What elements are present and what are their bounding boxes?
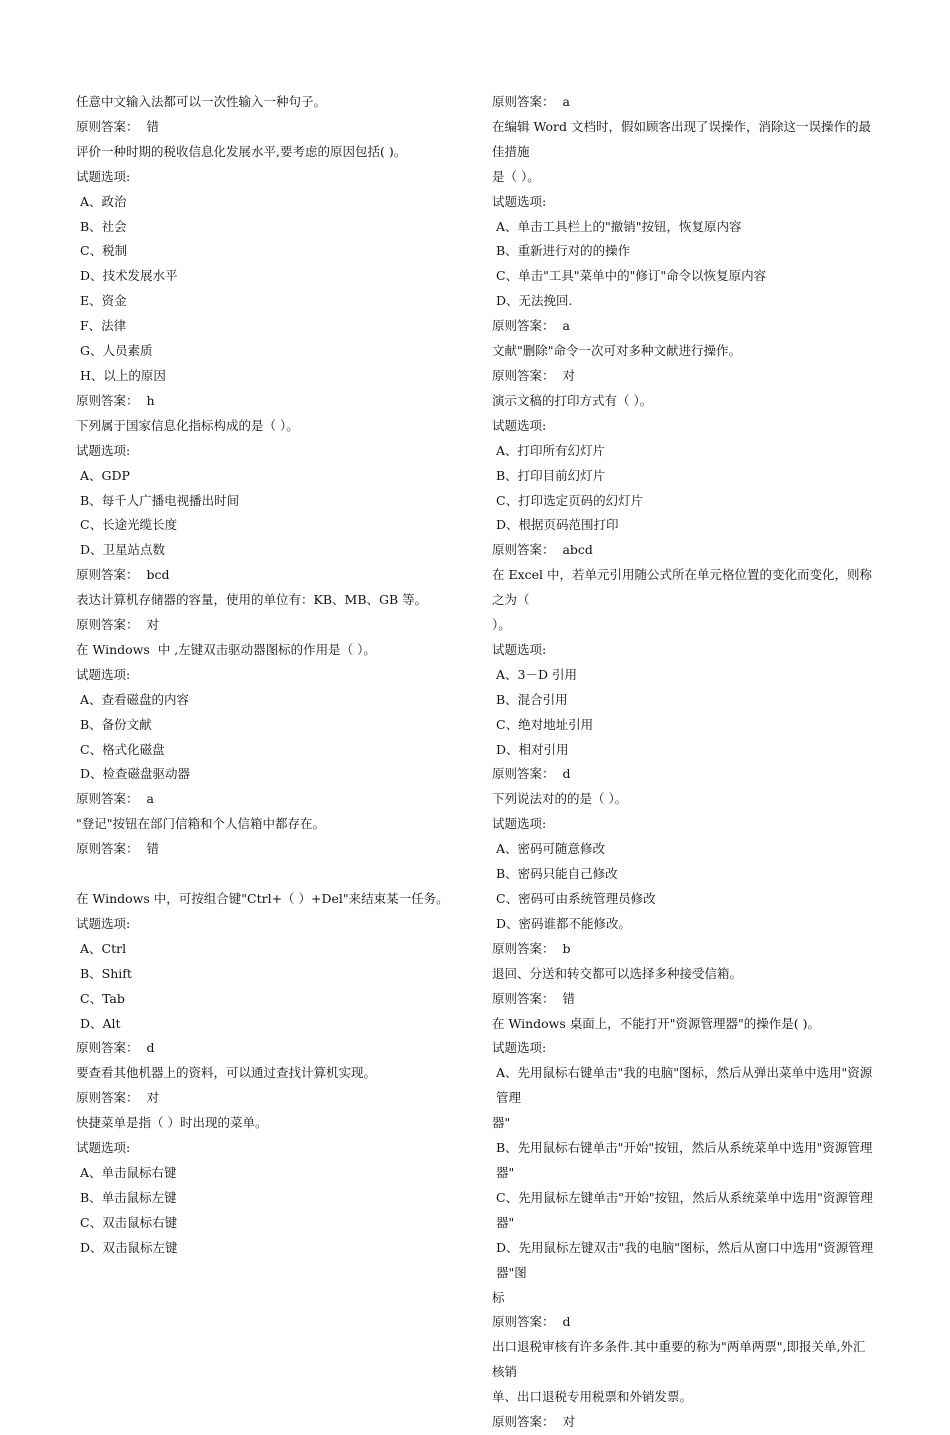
- option-item: A、单击鼠标右键: [80, 1164, 177, 1180]
- answer-line: 原则答案： 对: [492, 367, 575, 383]
- answer-line: 原则答案： 对: [492, 1414, 575, 1430]
- options-label: 试题选项:: [492, 193, 547, 209]
- option-item: B、重新进行对的的操作: [496, 243, 631, 259]
- option-item: D、检查磁盘驱动器: [80, 766, 191, 782]
- option-item: C、格式化磁盘: [80, 741, 165, 757]
- question-text: 在 Windows 桌面上，不能打开"资源管理器"的操作是( )。: [492, 1015, 820, 1031]
- option-item: E、资金: [80, 293, 127, 309]
- answer-line: 原则答案： d: [492, 766, 571, 782]
- answer-line: 原则答案： b: [492, 940, 571, 956]
- option-item: C、打印选定页码的幻灯片: [496, 492, 644, 508]
- option-item: B、密码只能自己修改: [496, 866, 618, 882]
- question-text: 文献"删除"命令一次可对多种文献进行操作。: [492, 343, 741, 359]
- option-item: C、双击鼠标右键: [80, 1214, 178, 1230]
- option-item: C、先用鼠标左键单击"开始"按钮，然后从系统菜单中选用"资源管理器": [496, 1189, 873, 1230]
- answer-line: 原则答案： 错: [76, 841, 159, 857]
- left-column: [76, 90, 471, 1261]
- question-text: 任意中文输入法都可以一次性输入一种句子。: [76, 94, 327, 109]
- question-text: 评价一种时期的税收信息化发展水平,要考虑的原因包括( )。: [76, 143, 407, 159]
- option-item: G、人员素质: [80, 343, 153, 359]
- options-label: 试题选项:: [76, 915, 131, 931]
- question-text: 演示文稿的打印方式有（ ）。: [492, 392, 653, 408]
- option-item: B、Shift: [80, 965, 132, 981]
- option-item: A、GDP: [80, 467, 130, 483]
- option-item: C、税制: [80, 243, 128, 259]
- option-item: C、单击"工具"菜单中的"修订"命令以恢复原内容: [496, 268, 767, 284]
- answer-line: 原则答案： a: [492, 94, 570, 109]
- option-item: A、3－D 引用: [496, 666, 577, 682]
- answer-line: 原则答案： abcd: [492, 542, 593, 558]
- option-item: A、打印所有幻灯片: [496, 442, 606, 458]
- question-text: 下列属于国家信息化指标构成的是（ ）。: [76, 417, 299, 433]
- option-item: D、先用鼠标左键双击"我的电脑"图标，然后从窗口中选用"资源管理器"图: [496, 1239, 874, 1280]
- answer-line: 原则答案： 对: [76, 1090, 159, 1106]
- options-label: 试题选项:: [492, 816, 547, 832]
- option-item: B、打印目前幻灯片: [496, 467, 606, 483]
- blank-line: [76, 862, 471, 887]
- question-text: 单、出口退税专用税票和外销发票。: [492, 1389, 693, 1405]
- options-label: 试题选项:: [492, 641, 547, 657]
- question-text: 在编辑 Word 文档时，假如顾客出现了误操作，消除这一误操作的最佳措施: [492, 118, 871, 159]
- option-item: A、密码可随意修改: [496, 841, 606, 857]
- option-item: D、双击鼠标左键: [80, 1239, 178, 1255]
- options-label: 试题选项:: [76, 168, 131, 184]
- question-text: 退回、分送和转交都可以选择多种接受信箱。: [492, 965, 743, 981]
- option-item: D、卫星站点数: [80, 542, 166, 558]
- question-text: 下列说法对的的是（ ）。: [492, 791, 628, 807]
- option-item: D、密码谁都不能修改。: [496, 915, 632, 931]
- option-item: D、无法挽回.: [496, 293, 573, 309]
- question-text: ）。: [492, 617, 511, 633]
- question-text: 器": [492, 1115, 511, 1131]
- question-text: 出口退税审核有许多条件.其中重要的称为"两单两票",即报关单,外汇核销: [492, 1339, 866, 1380]
- option-item: B、社会: [80, 218, 127, 234]
- options-label: 试题选项:: [76, 442, 131, 458]
- option-item: C、绝对地址引用: [496, 716, 594, 732]
- option-item: B、备份文献: [80, 716, 152, 732]
- answer-line: 原则答案： d: [492, 1314, 571, 1330]
- right-column: [492, 90, 877, 1435]
- answer-line: 原则答案： a: [492, 318, 570, 334]
- option-item: C、密码可由系统管理员修改: [496, 891, 656, 906]
- answer-line: 原则答案： 对: [76, 617, 159, 633]
- option-item: D、技术发展水平: [80, 268, 178, 284]
- answer-line: 原则答案： a: [76, 791, 154, 807]
- option-item: C、Tab: [80, 990, 125, 1006]
- option-item: H、以上的原因: [80, 367, 166, 383]
- question-text: 是（ ）。: [492, 168, 540, 184]
- option-item: A、Ctrl: [80, 940, 127, 956]
- answer-line: 原则答案： d: [76, 1040, 155, 1056]
- question-text: "登记"按钮在部门信箱和个人信箱中都存在。: [76, 816, 325, 832]
- question-text: 在 Excel 中，若单元引用随公式所在单元格位置的变化而变化，则称之为（: [492, 567, 873, 608]
- question-text: 表达计算机存储器的容量，使用的单位有：KB、MB、GB 等。: [76, 592, 428, 608]
- question-text: 要查看其他机器上的资料，可以通过查找计算机实现。: [76, 1065, 377, 1081]
- option-item: B、混合引用: [496, 691, 568, 707]
- question-text: 在 Windows 中，可按组合键"Ctrl+（ ）+Del"来结束某一任务。: [76, 890, 449, 906]
- option-item: A、先用鼠标右键单击"我的电脑"图标，然后从弹出菜单中选用"资源管理: [496, 1065, 873, 1106]
- option-item: D、相对引用: [496, 741, 569, 757]
- option-item: D、根据页码范围打印: [496, 517, 619, 533]
- option-item: D、Alt: [80, 1015, 121, 1031]
- options-label: 试题选项:: [492, 1040, 547, 1056]
- answer-line: 原则答案： 错: [76, 118, 159, 134]
- option-item: B、单击鼠标左键: [80, 1189, 177, 1205]
- answer-line: 原则答案： h: [76, 392, 155, 408]
- question-text: 在 Windows 中 ,左键双击驱动器图标的作用是（ ）。: [76, 641, 376, 657]
- answer-line: 原则答案： 错: [492, 990, 575, 1006]
- options-label: 试题选项:: [76, 1140, 131, 1156]
- options-label: 试题选项:: [76, 666, 131, 682]
- answer-line: 原则答案： bcd: [76, 567, 170, 583]
- option-item: A、政治: [80, 193, 127, 209]
- option-item: B、每千人广播电视播出时间: [80, 492, 240, 508]
- option-item: F、法律: [80, 318, 127, 334]
- option-item: A、查看磁盘的内容: [80, 691, 190, 707]
- option-item: A、单击工具栏上的"撤销"按钮，恢复原内容: [496, 218, 742, 234]
- option-item: B、先用鼠标右键单击"开始"按钮，然后从系统菜单中选用"资源管理器": [496, 1140, 873, 1180]
- options-label: 试题选项:: [492, 417, 547, 433]
- question-text: 标: [492, 1289, 505, 1305]
- question-text: 快捷菜单是指（ ）时出现的菜单。: [76, 1115, 268, 1131]
- option-item: C、长途光缆长度: [80, 517, 178, 533]
